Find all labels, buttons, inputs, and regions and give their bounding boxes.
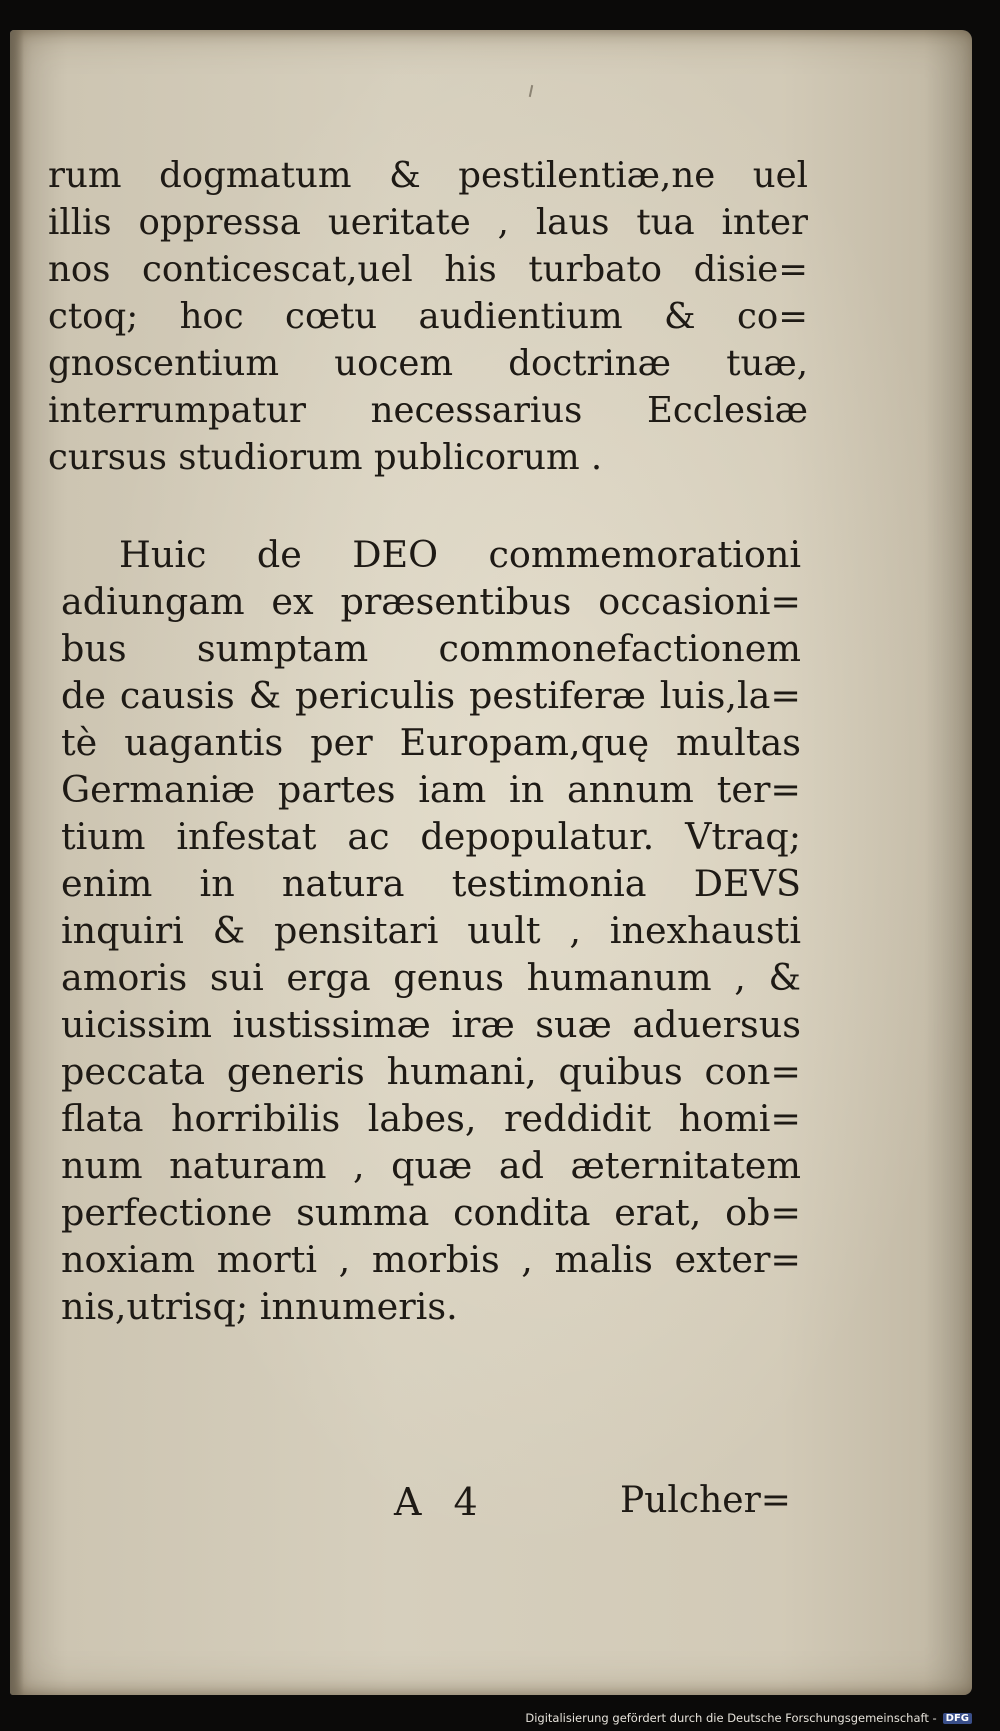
text-line: adiungam ex præsentibus occasioni= <box>61 580 801 623</box>
text-line: nis,utrisq; innumeris. <box>61 1285 458 1328</box>
text-line: Germaniæ partes iam in annum ter= <box>61 768 801 811</box>
credit-text: Digitalisierung gefördert durch die Deutsche Forschungsgemeinschaft - <box>525 1711 937 1725</box>
paragraph-2 <box>61 531 801 1330</box>
paragraph-1 <box>48 152 808 481</box>
page-footer <box>60 1480 791 1540</box>
text-line: inquiri & pensitari uult , inexhausti <box>61 909 801 952</box>
page-mark <box>529 85 533 97</box>
text-line: illis oppressa ueritate , laus tua inter <box>48 202 808 243</box>
text-line: bus sumptam commonefactionem <box>61 627 801 670</box>
text-line: tium infestat ac depopulatur. Vtraq; <box>61 815 801 858</box>
text-line: interrumpatur necessarius Ecclesiæ <box>48 390 808 431</box>
dfg-logo: DFG <box>943 1713 972 1724</box>
text-line: rum dogmatum & pestilentiæ,ne uel <box>48 155 808 196</box>
text-line: enim in natura testimonia DEVS <box>61 862 801 905</box>
text-line: uicissim iustissimæ iræ suæ aduersus <box>61 1003 801 1046</box>
text-line: Huic de DEO commemorationi <box>119 533 801 576</box>
text-line: cursus studiorum publicorum . <box>48 437 603 478</box>
book-page <box>10 30 972 1695</box>
text-line: noxiam morti , morbis , malis exter= <box>61 1238 801 1281</box>
text-line: flata horribilis labes, reddidit homi= <box>61 1097 801 1140</box>
page-text <box>48 152 808 1330</box>
text-line: perfectione summa condita erat, ob= <box>61 1191 801 1234</box>
text-line: tè uagantis per Europam,quę multas <box>61 721 801 764</box>
catchword: Pulcher= <box>620 1480 791 1521</box>
digitization-credit <box>525 1711 972 1725</box>
text-line: num naturam , quæ ad æternitatem <box>61 1144 801 1187</box>
text-line: peccata generis humani, quibus con= <box>61 1050 801 1093</box>
text-line: de causis & periculis pestiferæ luis,la= <box>61 674 801 717</box>
text-line: nos conticescat,uel his turbato disie= <box>48 249 808 290</box>
text-line: amoris sui erga genus humanum , & <box>61 956 801 999</box>
paragraph-gap <box>48 481 808 531</box>
signature-mark: A 4 <box>394 1480 488 1524</box>
text-line: ctoq; hoc cœtu audientium & co= <box>48 296 808 337</box>
text-line: gnoscentium uocem doctrinæ tuæ, <box>48 343 808 384</box>
